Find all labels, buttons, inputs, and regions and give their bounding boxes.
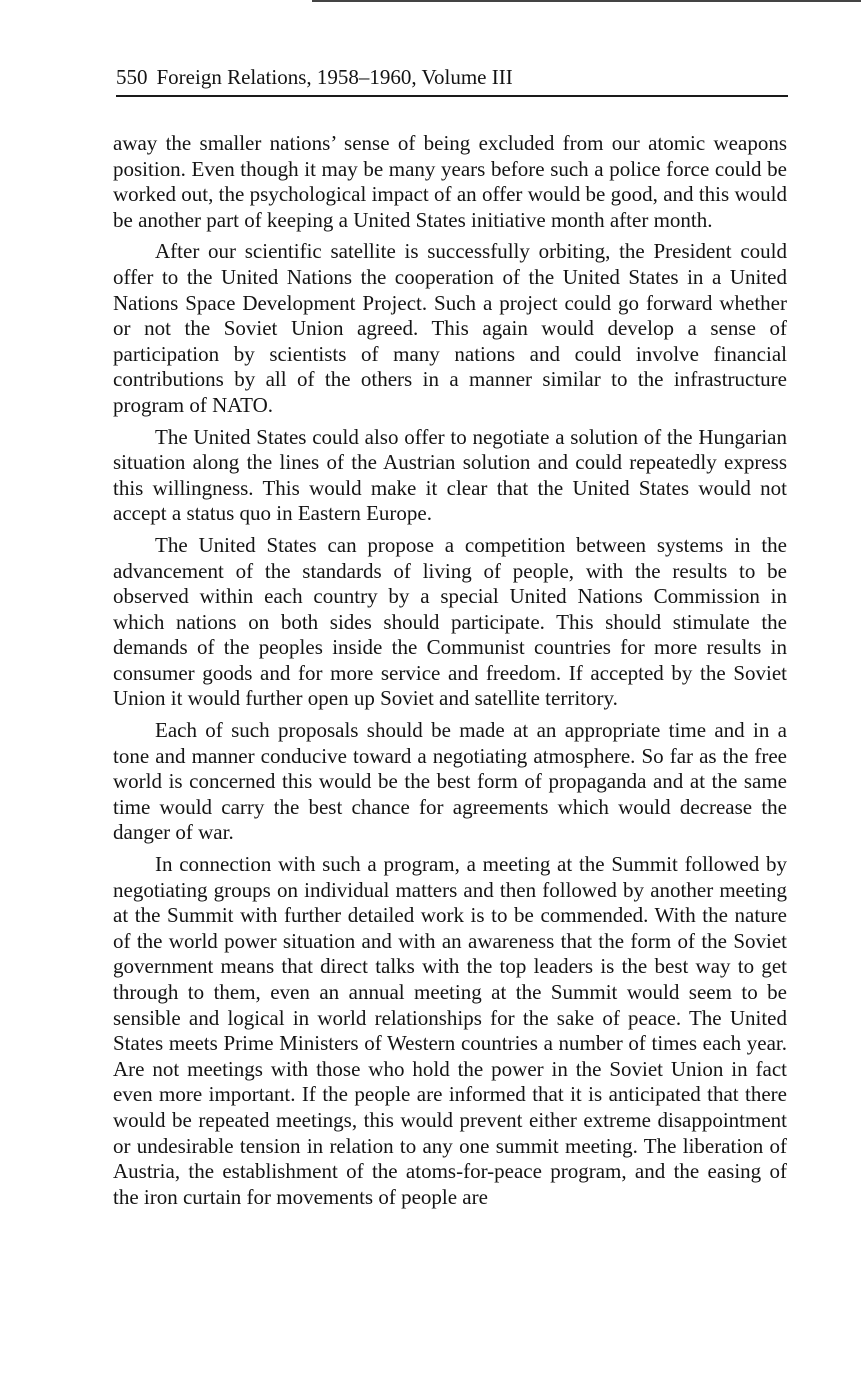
- running-header: [116, 64, 788, 96]
- paragraph-summit-meetings: In connection with such a program, a meeting at the Summit followed by negotiating groups on individual matters and then followed by another meeting at the Summit with further detailed work is to be commended. With the nature of the world power situation and with an awareness that the form of the Soviet government means that direct talks with the top leaders is the best way to get through to them, even an annual meeting at the Summit would seem to be sensible and logical in world relationships for the sake of peace. The United States meets Prime Ministers of Western countries a number of times each year. Are not meetings with those who hold the power in the Soviet Union in fact even more important. If the people are informed that it is anticipated that there would be repeated meetings, this would prevent either extreme disappointment or undesirable tension in relation to any one summit meeting. The liberation of Austria, the establishment of the atoms-for-peace program, and the easing of the iron curtain for movements of people are: [113, 852, 787, 1209]
- paragraph-proposals-timing: Each of such proposals should be made at an appropriate time and in a tone and manner conducive toward a negotiating atmosphere. So far as the free world is concerned this would be the best form of propaganda and at the same time would carry the best chance for agreements which would decrease the danger of war.: [113, 718, 787, 845]
- page-number: 550: [116, 65, 148, 89]
- paragraph-continued: away the smaller nations’ sense of being excluded from our atomic weapons position. Even though it may be many years before such a police force could be worked out, the psychological impact of an offer would be good, and this would be another part of keeping a United States initiative month after month.: [113, 131, 787, 232]
- body-text: [113, 131, 787, 1216]
- running-title: Foreign Relations, 1958–1960, Volume III: [156, 65, 513, 89]
- header-rule: [116, 95, 788, 97]
- paragraph-living-standards: The United States can propose a competition between systems in the advancement of the standards of living of people, with the results to be observed within each country by a special United Nations Commission in which nations on both sides should participate. This should stimulate the demands of the peoples inside the Communist countries for more results in consumer goods and for more service and freedom. If accepted by the Soviet Union it would further open up Soviet and satellite territory.: [113, 532, 787, 711]
- paragraph-hungary: The United States could also offer to negotiate a solution of the Hungarian situation along the lines of the Austrian solution and could repeatedly express this willingness. This would make it clear that the United States would not accept a status quo in Eastern Europe.: [113, 424, 787, 526]
- page-top-edge: [312, 0, 861, 2]
- paragraph-space-project: After our scientific satellite is successfully orbiting, the President could offer to the United Nations the cooperation of the United States in a United Nations Space Development Project. Such a project could go forward whether or not the Soviet Union agreed. This again would develop a sense of participation by scientists of many nations and could involve financial contributions by all of the others in a manner similar to the infrastructure program of NATO.: [113, 239, 787, 417]
